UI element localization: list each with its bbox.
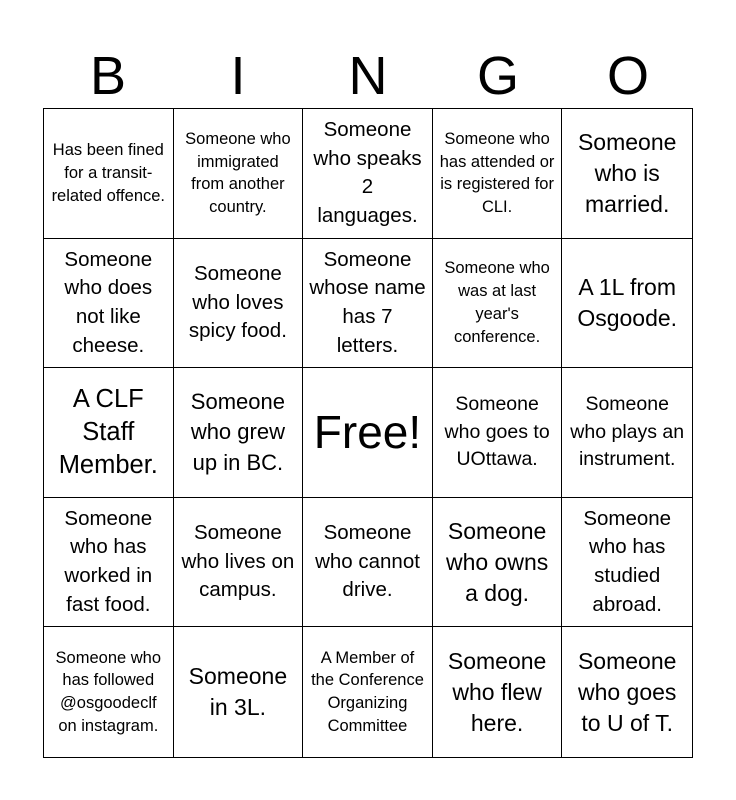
bingo-cell[interactable] (433, 109, 563, 239)
bingo-cell[interactable] (433, 368, 563, 498)
cell-text: Someone in 3L. (188, 663, 288, 721)
cell-text: Someone whose name has 7 letters. (309, 247, 426, 357)
bingo-cell[interactable] (303, 239, 433, 369)
cell-text: A 1L from Osgoode. (577, 273, 678, 331)
cell-text: Someone who immigrated from another country. (185, 129, 291, 217)
bingo-cell[interactable] (174, 498, 304, 628)
cell-text: Someone who has studied abroad. (583, 506, 672, 616)
cell-text: Someone who owns a dog. (445, 517, 549, 606)
free-space-label: Free! (313, 406, 422, 459)
bingo-board (43, 108, 693, 758)
cell-text: Someone who flew here. (447, 647, 547, 736)
bingo-cell[interactable] (174, 109, 304, 239)
bingo-cell[interactable] (44, 239, 174, 369)
cell-text: A Member of the Conference Organizing Committee (311, 648, 424, 735)
bingo-cell[interactable] (174, 627, 304, 757)
cell-text: Someone who lives on campus. (181, 521, 295, 602)
bingo-cell[interactable] (174, 368, 304, 498)
header-letter-g: G (476, 46, 519, 106)
bingo-cell[interactable] (174, 239, 304, 369)
header-letter-o: O (606, 46, 649, 106)
bingo-cell[interactable] (562, 109, 692, 239)
bingo-cell[interactable] (562, 239, 692, 369)
bingo-cell[interactable] (44, 109, 174, 239)
cell-text: A CLF Staff Member. (58, 384, 158, 480)
free-space-cell[interactable] (303, 368, 433, 498)
cell-text: Someone who goes to UOttawa. (444, 392, 550, 471)
bingo-cell[interactable] (44, 368, 174, 498)
cell-text: Someone who has attended or is registered for CLI. (439, 129, 555, 217)
bingo-cell[interactable] (433, 498, 563, 628)
header-letter-i: I (230, 46, 246, 106)
cell-text: Someone who cannot drive. (315, 521, 420, 602)
cell-text: Someone who was at last year's conference. (444, 259, 550, 346)
cell-text: Someone who goes to U of T. (577, 647, 677, 736)
cell-text: Someone who grew up in BC. (190, 388, 285, 475)
bingo-cell[interactable] (433, 627, 563, 757)
bingo-header (43, 44, 693, 108)
cell-text: Someone who has worked in fast food. (64, 506, 153, 616)
cell-text: Someone who loves spicy food. (188, 261, 287, 343)
cell-text: Has been fined for a transit-related offence. (51, 141, 166, 205)
cell-text: Someone who does not like cheese. (64, 247, 153, 357)
bingo-cell[interactable] (44, 627, 174, 757)
bingo-cell[interactable] (562, 498, 692, 628)
bingo-cell[interactable] (562, 627, 692, 757)
cell-text: Someone who has followed @osgoodeclf on instagram. (55, 648, 162, 735)
cell-text: Someone who plays an instrument. (570, 392, 685, 471)
bingo-cell[interactable] (44, 498, 174, 628)
bingo-cell[interactable] (562, 368, 692, 498)
cell-text: Someone who speaks 2 languages. (313, 117, 422, 227)
bingo-cell[interactable] (433, 239, 563, 369)
header-letter-b: B (89, 46, 127, 106)
cell-text: Someone who is married. (577, 128, 677, 217)
bingo-cell[interactable] (303, 109, 433, 239)
bingo-cell[interactable] (303, 498, 433, 628)
header-letter-n: N (348, 46, 388, 106)
bingo-cell[interactable] (303, 627, 433, 757)
